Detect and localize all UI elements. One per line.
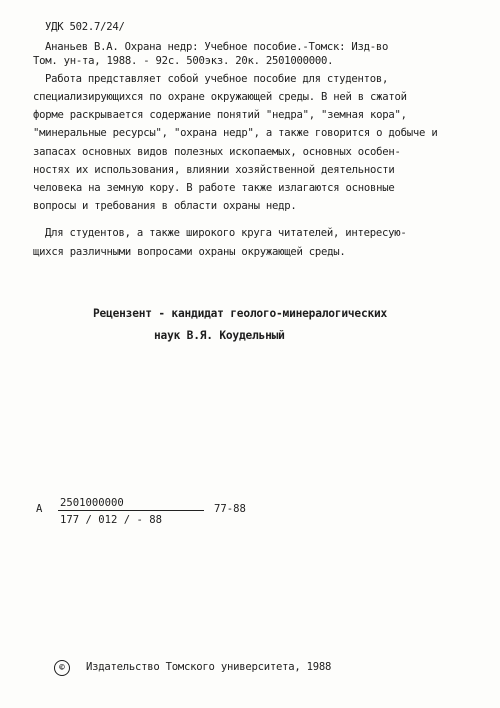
udk-code: УДК 502.7/24/ [45, 21, 125, 33]
copyright-icon: © [54, 660, 70, 676]
abstract-line: "минеральные ресурсы", "охрана недр", а также говорится о добыче и [33, 127, 438, 139]
publisher-line: Издательство Томского университета, 1988 [86, 661, 332, 673]
audience-line: Для студентов, а также широкого круга читателей, интересую- [45, 227, 407, 239]
bibliographic-line-2: Том. ун-та, 1988. - 92с. 500экз. 20к. 2501000000. [33, 55, 334, 67]
bibliographic-line-1: Ананьев В.А. Охрана недр: Учебное пособие.-Томск: Изд-во [45, 41, 389, 53]
reviewer-line-1: Рецензент - кандидат геолого-минералогических [93, 307, 388, 320]
abstract-line: специализирующихся по охране окружающей среды. В ней в сжатой [33, 91, 407, 103]
index-fraction-line [58, 510, 204, 511]
abstract-line: человека на земную кору. В работе также излагаются основные [33, 182, 395, 194]
index-letter: А [36, 503, 43, 515]
abstract-line: вопросы и требования в области охраны недр. [33, 200, 297, 212]
index-numerator: 2501000000 [60, 497, 124, 509]
index-suffix: 77-88 [214, 503, 246, 515]
abstract-line: форме раскрывается содержание понятий "недра", "земная кора", [33, 109, 407, 121]
audience-line: щихся различными вопросами охраны окружающей среды. [33, 246, 346, 258]
reviewer-line-2: наук В.Я. Коудельный [154, 329, 285, 342]
abstract-line: Работа представляет собой учебное пособие для студентов, [45, 73, 389, 85]
abstract-line: ностях их использования, влиянии хозяйственной деятельности [33, 164, 395, 176]
index-denominator: 177 / 012 / - 88 [60, 514, 163, 526]
abstract-line: запасах основных видов полезных ископаемых, основных особен- [33, 146, 401, 158]
